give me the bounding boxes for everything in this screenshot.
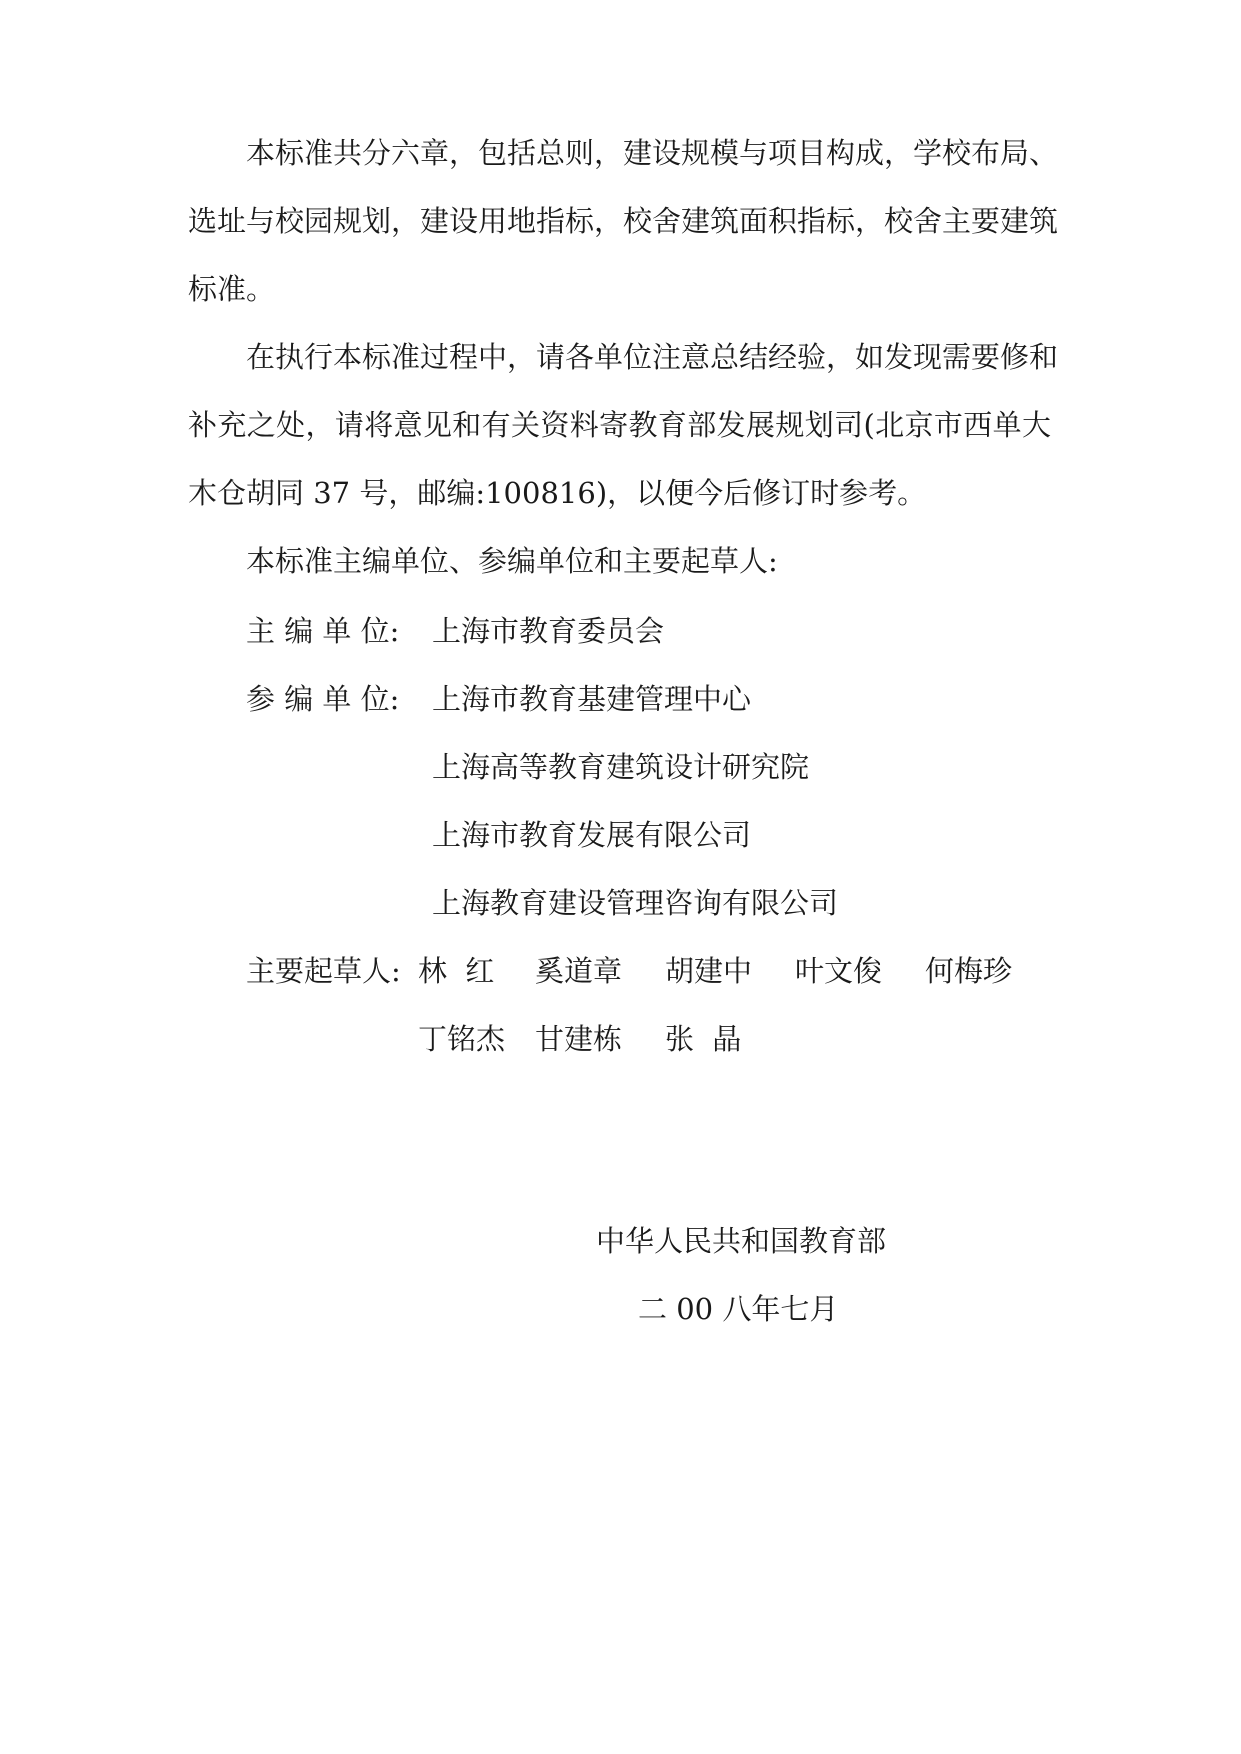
participating-label: 参 编 单 位: (246, 682, 400, 716)
drafter-name: 林 红 (418, 954, 495, 988)
drafter-name: 叶文俊 (795, 954, 883, 988)
paragraph-1-line-2: 选址与校园规划，建设用地指标，校舍建筑面积指标，校舍主要建筑 (188, 204, 1059, 238)
drafter-name: 奚道章 (535, 954, 623, 988)
chief-editor-value: 上海市教育委员会 (432, 614, 665, 648)
participating-unit: 上海市教育发展有限公司 (432, 818, 752, 852)
paragraph-2-line-2: 补充之处，请将意见和有关资料寄教育部发展规划司(北京市西单大 (188, 408, 1051, 442)
participating-unit: 上海教育建设管理咨询有限公司 (432, 886, 839, 920)
participating-unit: 上海高等教育建筑设计研究院 (432, 750, 810, 784)
paragraph-1-line-3: 标准。 (188, 272, 276, 306)
drafter-name: 张 晶 (665, 1022, 742, 1056)
drafters-label: 主要起草人: (246, 954, 401, 988)
drafter-name: 胡建中 (665, 954, 753, 988)
signature-org: 中华人民共和国教育部 (596, 1224, 887, 1258)
chief-editor-label: 主 编 单 位: (246, 614, 400, 648)
paragraph-2-line-1: 在执行本标准过程中，请各单位注意总结经验，如发现需要修和 (246, 340, 1059, 374)
signature-date: 二 00 八年七月 (638, 1292, 839, 1326)
drafter-name: 丁铭杰 (418, 1022, 506, 1056)
participating-unit: 上海市教育基建管理中心 (432, 682, 752, 716)
drafter-name: 何梅珍 (925, 954, 1013, 988)
paragraph-1-line-1: 本标准共分六章，包括总则，建设规模与项目构成，学校布局、 (246, 136, 1059, 170)
paragraph-3: 本标准主编单位、参编单位和主要起草人: (246, 544, 778, 578)
paragraph-2-line-3: 木仓胡同 37 号，邮编:100816)，以便今后修订时参考。 (188, 476, 927, 510)
drafter-name: 甘建栋 (535, 1022, 623, 1056)
